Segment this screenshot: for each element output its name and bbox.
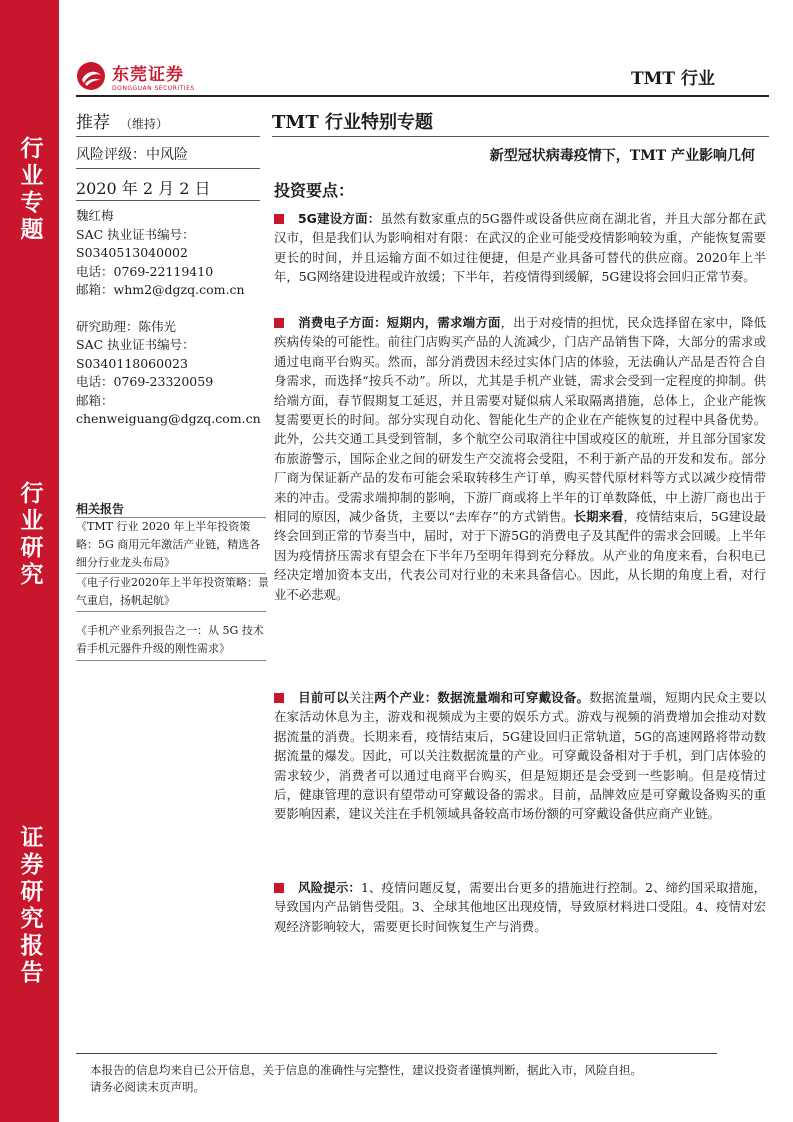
report-date: 2020 年 2 月 2 日 <box>76 179 211 198</box>
analyst-info <box>76 207 261 429</box>
paragraph-5g-text: 虽然有数家重点的5G器件或设备供应商在湖北省，并且大部分都在武汉市，但是我们认为影响相对有限：在武汉的企业可能受疫情影响较为重，产能恢复需要更长的时间，并且运输方面不如过往便捷，但是产业具备可替代的供应商。2020年上半年，5G网络建设进程或许放缓；下半年，若疫情得到缓解，5G建设将会回归正常节奏。 <box>274 211 766 285</box>
assistant-sac-label: SAC 执业证书编号： <box>76 337 195 352</box>
bullet-icon <box>274 693 284 703</box>
sidebar-section-report <box>0 690 59 1122</box>
assistant-sac-number: S0340118060023 <box>76 355 188 371</box>
bullet-icon <box>274 883 284 893</box>
paragraph-risk-heading: 风险提示： <box>298 880 361 895</box>
paragraph-consumer-heading: 消费电子方面：短期内，需求端方面 <box>298 315 501 330</box>
report-title: TMT 行业特别专题 <box>272 112 433 133</box>
paragraph-consumer-text-2: ，疫情结束后，5G建设最终会回到正常的节奏当中，届时，对于下游5G的消费电子及其配件的需求会回暖。上半年因为疫情挤压需求有望会在下半年乃至明年得到充分释放。从产业的角度来看，台积电已经决定增加资本支出，代表公司对行业的未来具备信心。因此，从长期的角度上看，对行业不必悲观。 <box>274 509 767 602</box>
paragraph-industries-heading-2: 两个产业：数据流量端和可穿戴设备。 <box>374 690 590 705</box>
footer-disclaimer <box>90 1062 642 1096</box>
logo-mark-icon <box>76 61 106 91</box>
rating-note: （维持） <box>120 117 169 131</box>
left-divider <box>76 168 260 169</box>
paragraph-industries-lead: 关注 <box>348 690 375 705</box>
paragraph-industries-heading: 目前可以 <box>298 690 349 705</box>
rating-value: 推荐 <box>76 113 110 133</box>
bullet-icon <box>274 318 284 328</box>
paragraph-consumer-electronics <box>274 313 766 604</box>
paragraph-industries-text: 数据流量端，短期内民众主要以在家活动休息为主，游戏和视频成为主要的娱乐方式。游戏与视频的消费增加会推动对数据流量的消费。长期来看，疫情结束后，5G建设回归正常轨道，5G的高速网路将带动数据流量的爆发。因此，可以关注数据流量的产业。可穿戴设备相对于手机，到门店体验的需求较少，消费者可以通过电商平台购买，但是短期还是会受到一些影响。但是疫情过后，健康管理的意识有望带动可穿戴设备的需求。目前，品牌效应是可穿戴设备购买的重要影响因素，建议关注在手机领域具备较高市场份额的可穿戴设备供应商产业链。 <box>274 690 767 822</box>
assistant-name: 研究助理：陈伟光 <box>76 318 177 334</box>
footer-divider <box>76 1053 717 1054</box>
paragraph-risk-text: 1、疫情问题反复，需要出台更多的措施进行控制。2、缔约国采取措施，导致国内产品销售受阻。3、全球其他地区出现疫情，导致原材料进口受阻。4、疫情对宏观经济影响较大，需要更长时间恢复生产与消费。 <box>274 880 766 934</box>
footer-line-2: 请务必阅读末页声明。 <box>90 1080 205 1094</box>
related-report-item[interactable]: 《电子行业2020年上半年投资策略：景气重启，扬帆起航》 <box>76 576 269 607</box>
bullet-icon <box>274 214 284 224</box>
left-divider <box>76 136 260 137</box>
sidebar-label-topic: 行业专题 <box>16 136 43 244</box>
sidebar-label-research: 行业研究 <box>16 481 43 589</box>
related-divider <box>76 611 266 612</box>
related-report-item[interactable]: 《手机产业系列报告之一：从 5G 技术看手机元器件升级的刚性需求》 <box>76 624 264 655</box>
report-subtitle: 新型冠状病毒疫情下，TMT 产业影响几何 <box>489 148 755 164</box>
assistant-email-label: 邮箱： <box>76 392 114 408</box>
company-logo <box>76 60 195 92</box>
key-points-heading: 投资要点： <box>274 181 355 200</box>
assistant-phone: 电话：0769-23320059 <box>76 374 214 389</box>
related-reports-title: 相关报告 <box>76 502 125 516</box>
sidebar-section-topic <box>0 0 59 380</box>
paragraph-industries <box>274 688 766 824</box>
risk-level: 风险评级：中风险 <box>76 147 188 163</box>
industry-label: TMT 行业 <box>630 69 715 89</box>
assistant-email: chenweiguang@dgzq.com.cn <box>76 411 261 426</box>
paragraph-5g-heading: 5G建设方面： <box>298 211 381 226</box>
sidebar-section-research <box>0 380 59 690</box>
paragraph-risk <box>274 878 766 936</box>
title-divider <box>272 136 769 137</box>
analyst-sac-number: S0340513040002 <box>76 245 188 260</box>
paragraph-consumer-text: ，出于对疫情的担忧，民众选择留在家中，降低疾病传染的可能性。前往门店购买产品的人流减少，门店产品销售下降，大部分的需求或通过电商平台购买。然而，部分消费因未经过实体门店的体验，无法确认产品是否符合自身需求，而选择“按兵不动”。所以，尤其是手机产业链，需求会受到一定程度的抑制。供给端方面，春节假期复工延迟，并且需要对疑似病人采取隔离措施，总体上，企业产能恢复需要更长的时间。部分实现自动化、智能化生产的企业在产能恢复的过程中具备优势。此外，公共交通工具受到管制，多个航空公司取消往中国或疫区的航班，并且部分国家发布旅游警示，国际企业之间的研发生产交流将会受阻，不利于新产品的开发和发布。部分厂商为保证新产品的发布可能会采取转移生产订单，购买替代原材料等方式以减少疫情带来的冲击。受需求端抑制的影响，下游厂商或将上半年的订单数降低，中上游厂商也出于相同的原因，减少备货，主要以“去库存”的方式销售。 <box>274 315 767 525</box>
paragraph-consumer-longterm: 长期来看 <box>573 509 624 525</box>
logo-name-cn: 东莞证券 <box>112 65 184 85</box>
related-report-item[interactable]: 《TMT 行业 2020 年上半年投资策略：5G 商用元年激活产业链，精选各细分行业龙头布局》 <box>76 520 261 569</box>
paragraph-5g <box>274 209 766 287</box>
related-divider <box>76 660 266 661</box>
analyst-sac-label: SAC 执业证书编号： <box>76 226 195 242</box>
footer-line-1: 本报告的信息均来自已公开信息，关于信息的准确性与完整性，建议投资者谨慎判断，据此入市，风险自担。 <box>90 1063 642 1077</box>
rating <box>76 108 168 133</box>
logo-name-en: DONGGUAN SECURITIES <box>112 85 195 92</box>
analyst-email: 邮箱：whm2@dgzq.com.cn <box>76 282 245 297</box>
analyst-name: 魏红梅 <box>76 208 114 223</box>
left-divider <box>76 200 260 201</box>
header-divider <box>76 95 769 97</box>
sidebar-label-report: 证券研究报告 <box>16 825 43 987</box>
analyst-phone: 电话：0769-22119410 <box>76 263 214 279</box>
